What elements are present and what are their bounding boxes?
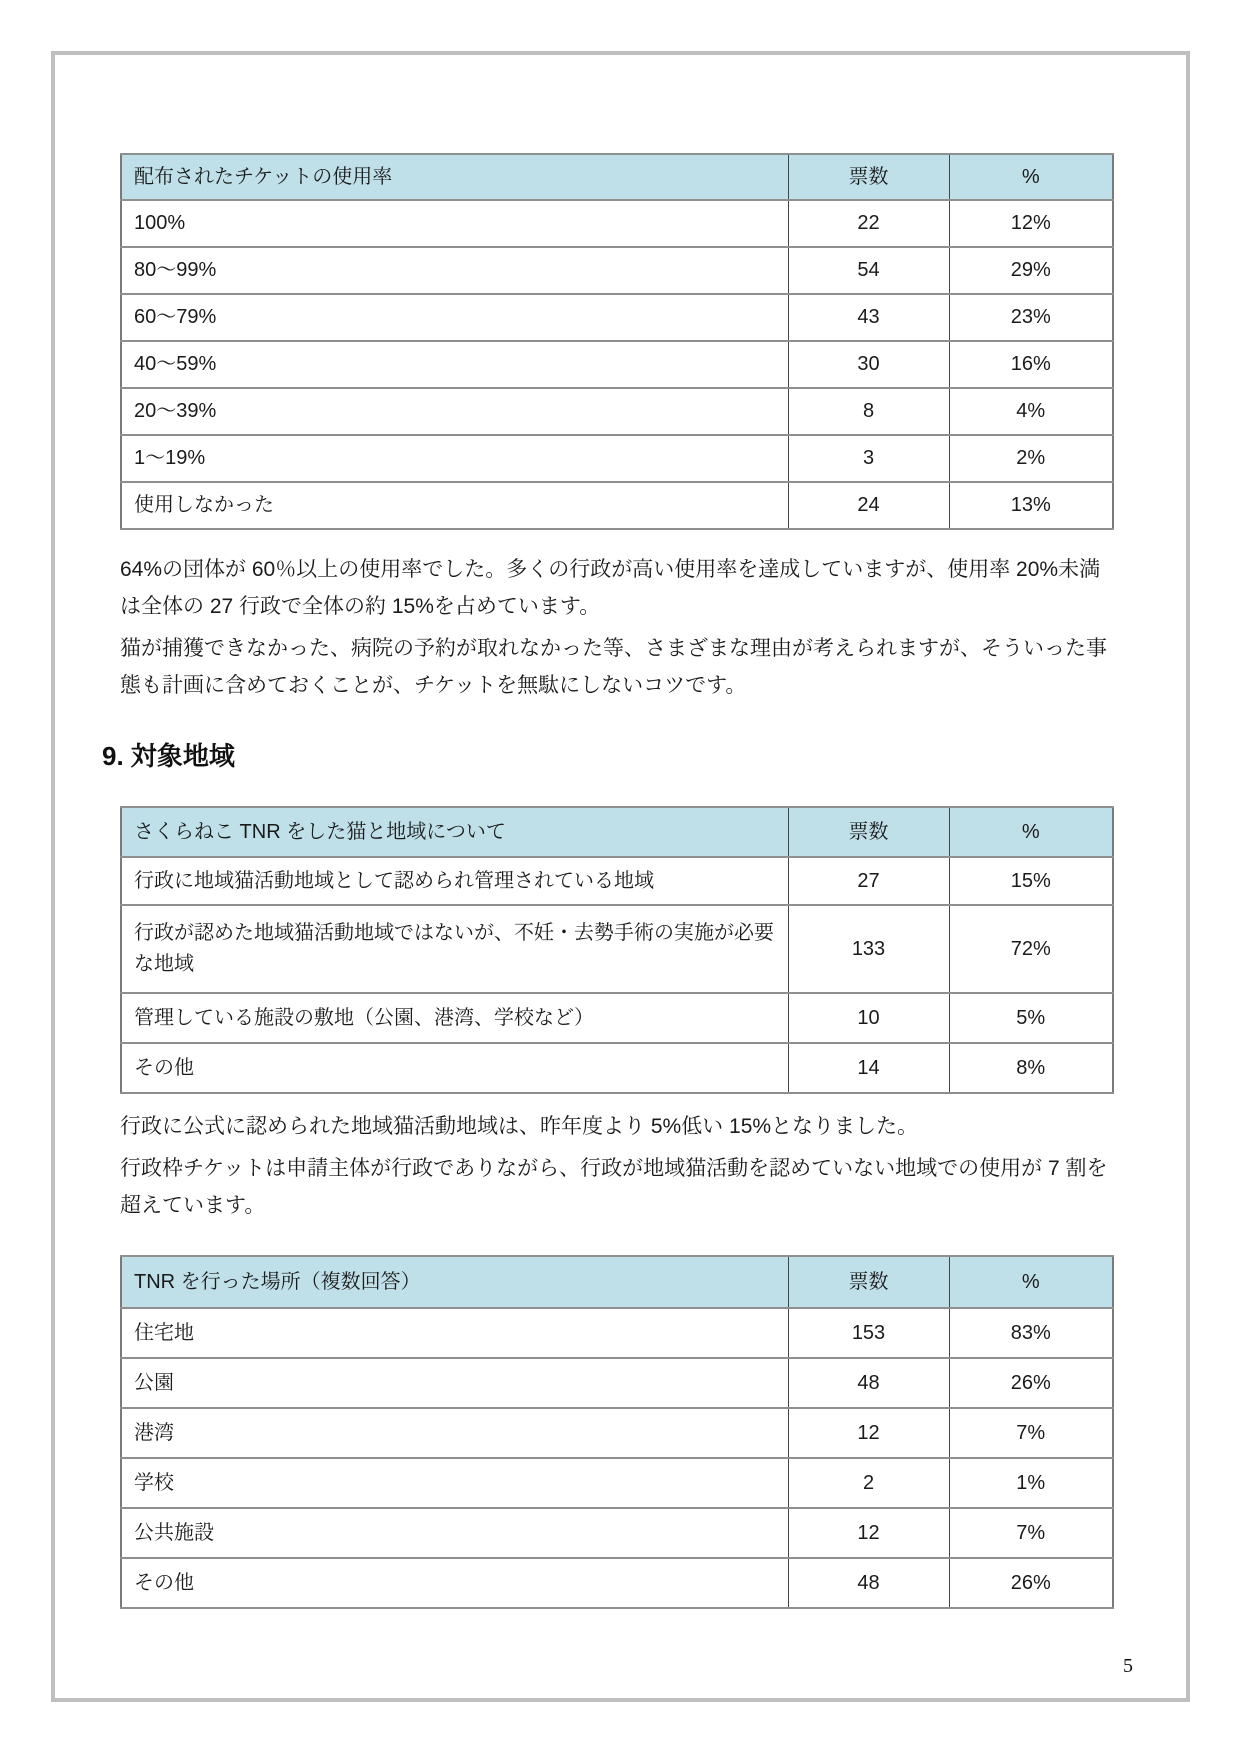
page-number: 5	[1123, 1655, 1133, 1677]
votes-cell: 30	[788, 341, 949, 388]
table-title-cell: さくらねこ TNR をした猫と地域について	[121, 807, 788, 857]
table-row	[121, 1458, 1113, 1508]
table-row	[121, 388, 1113, 435]
votes-header-cell: 票数	[788, 154, 949, 200]
percent-header-cell: %	[949, 807, 1113, 857]
table-row	[121, 1358, 1113, 1408]
percent-cell: 2%	[949, 435, 1113, 482]
votes-cell: 3	[788, 435, 949, 482]
votes-cell: 12	[788, 1508, 949, 1558]
row-label-cell: 使用しなかった	[121, 482, 788, 529]
votes-cell: 27	[788, 857, 949, 905]
percent-cell: 15%	[949, 857, 1113, 905]
percent-header-cell: %	[949, 1256, 1113, 1308]
votes-cell: 12	[788, 1408, 949, 1458]
table-title-cell: 配布されたチケットの使用率	[121, 154, 788, 200]
paragraph-block	[120, 551, 1112, 704]
percent-cell: 8%	[949, 1043, 1113, 1093]
table-row	[121, 482, 1113, 529]
row-label-cell: 行政が認めた地域猫活動地域ではないが、不妊・去勢手術の実施が必要な地域	[121, 905, 788, 993]
votes-header-cell: 票数	[788, 807, 949, 857]
row-label-cell: 公共施設	[121, 1508, 788, 1558]
table-row	[121, 294, 1113, 341]
table-row	[121, 200, 1113, 247]
table-row	[121, 1508, 1113, 1558]
body-paragraph: 行政に公式に認められた地域猫活動地域は、昨年度より 5%低い 15%となりました。	[120, 1115, 919, 1138]
table-header-row	[121, 154, 1113, 200]
row-label-cell: 40～59%	[121, 341, 788, 388]
percent-cell: 5%	[949, 993, 1113, 1043]
table-row	[121, 341, 1113, 388]
percent-cell: 26%	[949, 1558, 1113, 1608]
percent-cell: 12%	[949, 200, 1113, 247]
votes-cell: 54	[788, 247, 949, 294]
section-heading: 9. 対象地域	[102, 741, 235, 771]
percent-cell: 13%	[949, 482, 1113, 529]
row-label-cell: 行政に地域猫活動地域として認められ管理されている地域	[121, 857, 788, 905]
row-label-cell: その他	[121, 1558, 788, 1608]
row-label-cell: 20～39%	[121, 388, 788, 435]
table-row	[121, 1558, 1113, 1608]
row-label-cell: 学校	[121, 1458, 788, 1508]
table-row	[121, 1308, 1113, 1358]
table-title-cell: TNR を行った場所（複数回答）	[121, 1256, 788, 1308]
table-header-row	[121, 807, 1113, 857]
votes-cell: 14	[788, 1043, 949, 1093]
row-label-cell: 港湾	[121, 1408, 788, 1458]
row-label-cell: その他	[121, 1043, 788, 1093]
row-label-cell: 住宅地	[121, 1308, 788, 1358]
votes-cell: 43	[788, 294, 949, 341]
percent-cell: 29%	[949, 247, 1113, 294]
table-row	[121, 435, 1113, 482]
tnr-area-table	[120, 806, 1114, 1094]
table-row	[121, 993, 1113, 1043]
table-row	[121, 857, 1113, 905]
votes-header-cell: 票数	[788, 1256, 949, 1308]
votes-cell: 48	[788, 1358, 949, 1408]
percent-header-cell: %	[949, 154, 1113, 200]
row-label-cell: 公園	[121, 1358, 788, 1408]
votes-cell: 2	[788, 1458, 949, 1508]
row-label-cell: 1～19%	[121, 435, 788, 482]
votes-cell: 8	[788, 388, 949, 435]
ticket-usage-table	[120, 153, 1114, 530]
row-label-cell: 60～79%	[121, 294, 788, 341]
paragraph-block	[120, 1108, 1112, 1224]
votes-cell: 22	[788, 200, 949, 247]
votes-cell: 133	[788, 905, 949, 993]
percent-cell: 83%	[949, 1308, 1113, 1358]
table-row	[121, 905, 1113, 993]
row-label-cell: 管理している施設の敷地（公園、港湾、学校など）	[121, 993, 788, 1043]
percent-cell: 72%	[949, 905, 1113, 993]
percent-cell: 26%	[949, 1358, 1113, 1408]
votes-cell: 48	[788, 1558, 949, 1608]
body-paragraph: 64%の団体が 60％以上の使用率でした。多くの行政が高い使用率を達成していますが、使用率 20%未満は全体の 27 行政で全体の約 15%を占めています。	[120, 558, 1101, 618]
body-paragraph: 猫が捕獲できなかった、病院の予約が取れなかった等、さまざまな理由が考えられますが、そういった事態も計画に含めておくことが、チケットを無駄にしないコツです。	[120, 637, 1107, 697]
percent-cell: 16%	[949, 341, 1113, 388]
votes-cell: 153	[788, 1308, 949, 1358]
body-paragraph: 行政枠チケットは申請主体が行政でありながら、行政が地域猫活動を認めていない地域での使用が 7 割を超えています。	[120, 1157, 1108, 1217]
votes-cell: 10	[788, 993, 949, 1043]
row-label-cell: 100%	[121, 200, 788, 247]
percent-cell: 4%	[949, 388, 1113, 435]
table-row	[121, 1408, 1113, 1458]
percent-cell: 1%	[949, 1458, 1113, 1508]
table-header-row	[121, 1256, 1113, 1308]
votes-cell: 24	[788, 482, 949, 529]
tnr-location-table	[120, 1255, 1114, 1609]
percent-cell: 23%	[949, 294, 1113, 341]
row-label-cell: 80～99%	[121, 247, 788, 294]
table-row	[121, 247, 1113, 294]
table-row	[121, 1043, 1113, 1093]
percent-cell: 7%	[949, 1508, 1113, 1558]
percent-cell: 7%	[949, 1408, 1113, 1458]
